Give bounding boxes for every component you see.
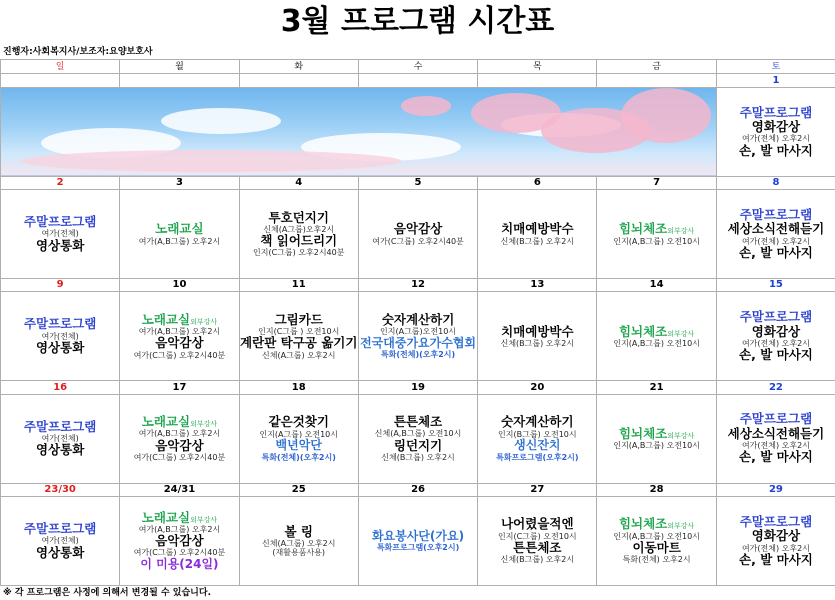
program-cell: 투호던지기 신체(A그룹)오후2시 책 읽어드리기 인지(C그룹) 오후2시40분 xyxy=(239,190,358,279)
program-cell: 힘뇌체조외부강사 인지(A,B그룹) 오전10시 이동마트 특화(전체) 오후2시 xyxy=(597,497,716,586)
date-cell xyxy=(120,74,239,87)
date-cell: 2 xyxy=(1,176,120,189)
program-cell: 주말프로그램 세상소식전해듣기 여가(전체) 오후2시 손, 발 마사지 xyxy=(716,394,835,483)
week3-date-row xyxy=(1,279,835,292)
date-cell: 16 xyxy=(1,381,120,394)
date-cell: 28 xyxy=(597,483,716,496)
week3-body-row xyxy=(1,292,835,381)
page-title: 3월 프로그램 시간표 xyxy=(280,4,555,39)
date-cell: 1 xyxy=(716,74,835,87)
week5-date-row xyxy=(1,483,835,496)
date-cell: 4 xyxy=(239,176,358,189)
date-cell: 26 xyxy=(358,483,477,496)
cherry-blossom-banner-image xyxy=(1,87,717,176)
week1-body-row xyxy=(1,87,835,176)
date-cell: 14 xyxy=(597,279,716,292)
program-cell: 주말프로그램 여가(전체) 영상통화 xyxy=(1,190,120,279)
week4-date-row xyxy=(1,381,835,394)
program-cell: 노래교실외부강사 여가(A,B그룹) 오후2시 음악감상 여가(C그룹) 오후2시40분 이 미용(24일) xyxy=(120,497,239,586)
date-cell: 20 xyxy=(478,381,597,394)
date-cell: 25 xyxy=(239,483,358,496)
program-cell: 주말프로그램 영화감상 여가(전체) 오후2시 손, 발 마사지 xyxy=(716,87,835,176)
date-cell: 24/31 xyxy=(120,483,239,496)
staff-info: 진행자:사회복지사/보조자:요양보호사 xyxy=(3,47,153,57)
program-cell: 주말프로그램 영화감상 여가(전체) 오후2시 손, 발 마사지 xyxy=(716,497,835,586)
program-cell: 힘뇌체조외부강사 인지(A,B그룹) 오전10시 xyxy=(597,292,716,381)
date-cell: 9 xyxy=(1,279,120,292)
program-cell: 노래교실외부강사 여가(A,B그룹) 오후2시 음악감상 여가(C그룹) 오후2시40분 xyxy=(120,394,239,483)
week5-body-row xyxy=(1,497,835,586)
program-cell: 화요봉사단(가요) 특화프로그램(오후2시) xyxy=(358,497,477,586)
weekday-wed: 수 xyxy=(358,60,477,74)
program-cell: 치매예방박수 신체(B그룹) 오후2시 xyxy=(478,292,597,381)
date-cell xyxy=(597,74,716,87)
date-cell xyxy=(478,74,597,87)
date-cell: 27 xyxy=(478,483,597,496)
date-cell: 18 xyxy=(239,381,358,394)
date-cell: 17 xyxy=(120,381,239,394)
date-cell: 19 xyxy=(358,381,477,394)
program-cell: 튼튼체조 신체(A,B그룹) 오전10시 링던지기 신체(B그룹) 오후2시 xyxy=(358,394,477,483)
date-cell: 21 xyxy=(597,381,716,394)
date-cell: 6 xyxy=(478,176,597,189)
schedule-table xyxy=(0,59,835,586)
program-cell: 숫자계산하기 인지(A그룹)오전10시 전국대중가요가수협회 특화(전체)(오후2시) xyxy=(358,292,477,381)
weekday-mon: 월 xyxy=(120,60,239,74)
program-cell: 주말프로그램 세상소식전해듣기 여가(전체) 오후2시 손, 발 마사지 xyxy=(716,190,835,279)
weekday-header-row xyxy=(1,60,835,74)
date-cell: 15 xyxy=(716,279,835,292)
footer-note: ※ 각 프로그램은 사정에 의해서 변경될 수 있습니다. xyxy=(3,588,211,598)
date-cell: 11 xyxy=(239,279,358,292)
date-cell xyxy=(358,74,477,87)
program-cell: 그림카드 인지(C그룹 ) 오전10시 계란판 탁구공 옮기기 신체(A그룹) 오후2시 xyxy=(239,292,358,381)
weekday-sat: 토 xyxy=(716,60,835,74)
program-cell: 나어렸을적엔 인지(C그룹) 오전10시 튼튼체조 신체(B그룹) 오후2시 xyxy=(478,497,597,586)
program-cell: 숫자계산하기 인지(B그룹) 오전10시 생신잔치 특화프로그램(오후2시) xyxy=(478,394,597,483)
program-cell: 힘뇌체조외부강사 인지(A,B그룹) 오전10시 xyxy=(597,190,716,279)
date-cell: 7 xyxy=(597,176,716,189)
date-cell xyxy=(1,74,120,87)
weekday-fri: 금 xyxy=(597,60,716,74)
date-cell: 23/30 xyxy=(1,483,120,496)
date-cell: 8 xyxy=(716,176,835,189)
week2-body-row xyxy=(1,190,835,279)
program-cell: 주말프로그램 영화감상 여가(전체) 오후2시 손, 발 마사지 xyxy=(716,292,835,381)
program-cell: 같은것찾기 인지(A그룹) 오전10시 백년악단 특화(전체)(오후2시) xyxy=(239,394,358,483)
program-cell: 치매예방박수 신체(B그룹) 오후2시 xyxy=(478,190,597,279)
program-cell: 볼 링 신체(A그룹) 오후2시 (재활용품사용) xyxy=(239,497,358,586)
program-cell: 주말프로그램 여가(전체) 영상통화 xyxy=(1,292,120,381)
date-cell: 10 xyxy=(120,279,239,292)
date-cell: 29 xyxy=(716,483,835,496)
program-cell: 음악감상 여가(C그룹) 오후2시40분 xyxy=(358,190,477,279)
date-cell: 3 xyxy=(120,176,239,189)
program-cell: 주말프로그램 여가(전체) 영상통화 xyxy=(1,394,120,483)
program-cell: 주말프로그램 여가(전체) 영상통화 xyxy=(1,497,120,586)
weekday-thu: 목 xyxy=(478,60,597,74)
weekday-sun: 일 xyxy=(1,60,120,74)
date-cell: 12 xyxy=(358,279,477,292)
program-cell: 노래교실 여가(A,B그룹) 오후2시 xyxy=(120,190,239,279)
week2-date-row xyxy=(1,176,835,189)
date-cell: 5 xyxy=(358,176,477,189)
date-cell xyxy=(239,74,358,87)
date-cell: 22 xyxy=(716,381,835,394)
program-cell: 노래교실외부강사 여가(A,B그룹) 오후2시 음악감상 여가(C그룹) 오후2시40분 xyxy=(120,292,239,381)
date-cell: 13 xyxy=(478,279,597,292)
week4-body-row xyxy=(1,394,835,483)
weekday-tue: 화 xyxy=(239,60,358,74)
week1-date-row xyxy=(1,74,835,87)
program-cell: 힘뇌체조외부강사 인지(A,B그룹) 오전10시 xyxy=(597,394,716,483)
